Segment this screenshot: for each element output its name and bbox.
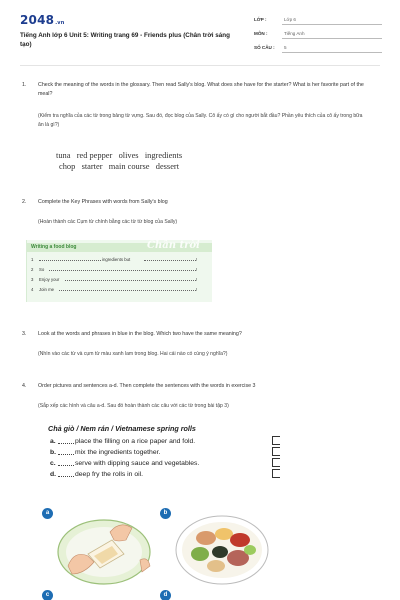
meta-subject: [254, 31, 382, 41]
card-title: Writing a food blog: [31, 244, 77, 250]
key-phrase-line: 4 Join me !: [31, 287, 198, 292]
key-phrase-line: 3 Enjoy your !: [31, 277, 198, 282]
glossary-word: red pepper: [76, 151, 113, 160]
picture-label-d: d: [160, 590, 171, 600]
glossary-word: dessert: [155, 162, 180, 171]
question-3-translation: (Nhìn vào các từ và cụm từ màu xanh lam trong blog. Hai cái nào có cùng ý nghĩa?): [38, 351, 228, 357]
glossary-word: olives: [118, 151, 139, 160]
key-phrase-line: 2 So !: [31, 267, 198, 272]
meta-subject-value: Tiếng Anh: [284, 31, 305, 36]
blank-field[interactable]: [58, 448, 74, 455]
meta-underline: [282, 38, 382, 39]
question-text: Order pictures and sentences a-d. Then complete the sentences with the words in exercise 3: [38, 383, 256, 389]
blank-field[interactable]: [58, 437, 74, 444]
question-text: Look at the words and phrases in blue in the blog. Which two have the same meaning?: [38, 331, 242, 337]
key-phrase-line: 1 ingredients but !: [31, 257, 198, 262]
key-phrases-card: [26, 240, 212, 302]
watermark: Chân trời: [147, 240, 200, 251]
question-number: 3.: [22, 331, 27, 337]
blank-field[interactable]: [58, 470, 74, 477]
answer-checkbox[interactable]: [272, 447, 280, 456]
picture-label-c: c: [42, 590, 53, 600]
brand-logo[interactable]: 2048.vn: [20, 13, 65, 27]
glossary-word: chop: [59, 162, 76, 171]
header-divider: [20, 65, 380, 66]
blank-field[interactable]: [65, 277, 196, 281]
picture-label-a: a: [42, 508, 53, 519]
blank-field[interactable]: [39, 257, 101, 261]
question-2-translation: (Hoàn thành các Cụm từ chính bằng các từ từ blog của Sally): [38, 219, 178, 225]
meta-count-label: SỐ CÂU :: [254, 45, 275, 50]
meta-count-value: 5: [284, 45, 287, 50]
meta-underline: [282, 24, 382, 25]
meta-question-count: [254, 45, 382, 55]
blank-field[interactable]: [58, 459, 74, 466]
page-title: Tiếng Anh lớp 6 Unit 5: Writing trang 69 - Friends plus (Chân trời sáng tạo): [20, 32, 230, 48]
glossary-word: ingredients: [144, 151, 183, 160]
meta-grade-label: LỚP :: [254, 17, 267, 22]
answer-checkbox[interactable]: [272, 458, 280, 467]
question-number: 2.: [22, 199, 27, 205]
blank-field[interactable]: [49, 267, 196, 271]
picture-folding-roll: [54, 510, 154, 588]
glossary-word: starter: [81, 162, 103, 171]
meta-subject-label: MÔN :: [254, 31, 268, 36]
meta-grade: [254, 17, 382, 27]
question-text: Complete the Key Phrases with words from Sally's blog: [38, 199, 168, 205]
question-1-translation: (Kiểm tra nghĩa của các từ trong bảng từ vựng. Sau đó, đọc blog của Sally. Cô ấy có gì cho người bắt đầu? Phần yêu thích của cô ấy trong bữa ăn là gì?): [38, 113, 363, 128]
meta-grade-value: Lớp 6: [284, 17, 296, 22]
picture-mixed-ingredients: [172, 510, 272, 588]
question-number: 4.: [22, 383, 27, 389]
exercise-4-box: Chả giò / Nem rán / Vietnamese spring rolls a. place the filling on a rice paper and fold. b. mix the ingredients together. c. serve with dipping sauce and vegetables. d. deep fry the rolls in oil. a b c d: [40, 420, 280, 600]
answer-checkbox[interactable]: [272, 469, 280, 478]
glossary-word: tuna: [56, 151, 71, 160]
picture-label-b: b: [160, 508, 171, 519]
recipe-title: Chả giò / Nem rán / Vietnamese spring rolls: [48, 424, 196, 433]
blank-field[interactable]: [59, 287, 196, 291]
meta-underline: [282, 52, 382, 53]
question-text: Check the meaning of the words in the glossary. Then read Sally's blog. What does she have for the starter? What is her favorite part of the meal?: [38, 82, 364, 97]
glossary-word: main course: [108, 162, 150, 171]
question-4-translation: (Sắp xếp các hình và câu a-d. Sau đó hoàn thành các câu với các từ trong bài tập 3): [38, 403, 229, 409]
question-number: 1.: [22, 82, 27, 88]
answer-checkbox[interactable]: [272, 436, 280, 445]
blank-field[interactable]: [144, 257, 196, 261]
